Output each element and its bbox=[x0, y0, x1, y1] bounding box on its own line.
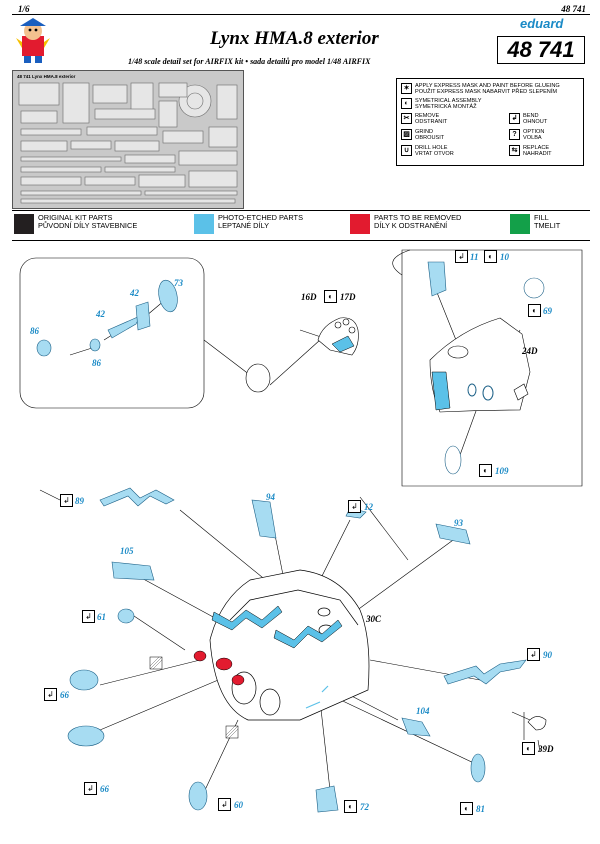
legend-text-cz: POUŽIT EXPRESS MASK NABARVIT PŘED SLEPENÍM bbox=[415, 89, 558, 96]
label-61: 61 bbox=[97, 612, 106, 622]
part-61 bbox=[118, 609, 134, 623]
label-60: 60 bbox=[234, 800, 243, 810]
legend-text-en: GRIND bbox=[415, 129, 434, 135]
label-66b: 66 bbox=[100, 784, 109, 794]
key-remove: PARTS TO BE REMOVED DÍLY K ODSTRANĚNÍ bbox=[350, 214, 461, 234]
catalog-number: 48 741 bbox=[497, 36, 585, 64]
label-94: 94 bbox=[266, 492, 275, 502]
label-69: 69 bbox=[543, 306, 552, 316]
part-86a bbox=[37, 340, 51, 356]
frame-notch bbox=[393, 250, 410, 275]
bend-icon: ↲ bbox=[82, 610, 95, 623]
symmetrical-icon: ◐ bbox=[522, 742, 535, 755]
legend-text-en: OPTION bbox=[523, 129, 545, 135]
legend-text-cz: VRTAT OTVOR bbox=[415, 151, 454, 158]
part-66a bbox=[70, 670, 98, 690]
page-number: 1/6 bbox=[18, 4, 30, 14]
bend-icon: ↲ bbox=[509, 113, 520, 124]
remove-icon: ✂ bbox=[401, 113, 412, 124]
bend-icon: ↲ bbox=[60, 494, 73, 507]
label-93: 93 bbox=[454, 518, 463, 528]
legend-text-cz: NAHRADIT bbox=[523, 151, 552, 158]
page-catalog-ref: 48 741 bbox=[561, 4, 586, 14]
bend-icon: ↲ bbox=[348, 500, 361, 513]
part-60 bbox=[189, 782, 207, 810]
legend-text-en: SYMETRICAL ASSEMBLY bbox=[415, 98, 482, 104]
bend-icon: ↲ bbox=[455, 250, 468, 263]
legend-text-en: BEND bbox=[523, 113, 539, 119]
legend-text-en: APPLY EXPRESS MASK AND PAINT BEFORE GLUEING bbox=[415, 83, 560, 89]
symmetrical-icon: ◐ bbox=[324, 290, 337, 303]
part-81 bbox=[471, 754, 485, 782]
part-86b bbox=[90, 339, 100, 351]
label-89: 89 bbox=[75, 496, 84, 506]
bend-icon: ↲ bbox=[84, 782, 97, 795]
part-89 bbox=[100, 488, 174, 506]
part-69 bbox=[524, 278, 544, 298]
part-11 bbox=[428, 262, 446, 296]
symmetrical-icon: ◐ bbox=[401, 98, 412, 109]
part-66b bbox=[68, 726, 104, 746]
kit-part-39d bbox=[528, 716, 546, 730]
option-icon: ? bbox=[509, 129, 520, 140]
bend-icon: ↲ bbox=[44, 688, 57, 701]
label-109: 109 bbox=[495, 466, 509, 476]
drill-icon: ∪ bbox=[401, 145, 412, 156]
key-photo-etched: PHOTO-ETCHED PARTS LEPTANÉ DÍLY bbox=[194, 214, 303, 234]
label-73: 73 bbox=[174, 278, 183, 288]
label-86a: 86 bbox=[30, 326, 39, 336]
bend-icon: ↲ bbox=[527, 648, 540, 661]
page-title: Lynx HMA.8 exterior bbox=[210, 28, 379, 49]
label-105: 105 bbox=[120, 546, 134, 556]
part-72 bbox=[316, 786, 338, 812]
legend-text-en: DRILL HOLE bbox=[415, 145, 448, 151]
legend-text-cz: SYMETRICKÁ MONTÁŽ bbox=[415, 104, 477, 111]
label-10: 10 bbox=[500, 252, 509, 262]
part-90 bbox=[444, 660, 526, 684]
legend-text-cz: ODSTRANIT bbox=[415, 119, 448, 126]
label-66a: 66 bbox=[60, 690, 69, 700]
symmetrical-icon: ◐ bbox=[528, 304, 541, 317]
subtitle: 1/48 scale detail set for AIRFIX kit • sada detailů pro model 1/48 AIRFIX bbox=[128, 57, 371, 66]
eduard-logo: eduard bbox=[520, 16, 564, 31]
replace-icon: ⇆ bbox=[509, 145, 520, 156]
label-39d: 39D bbox=[538, 744, 554, 754]
symmetrical-icon: ◐ bbox=[479, 464, 492, 477]
label-16d: 16D bbox=[301, 292, 317, 302]
legend-text-en: REPLACE bbox=[523, 145, 550, 151]
label-24d: 24D bbox=[522, 346, 538, 356]
symmetrical-icon: ◐ bbox=[484, 250, 497, 263]
legend-text-cz: VOLBA bbox=[523, 135, 542, 142]
part-109 bbox=[445, 446, 461, 474]
part-42a bbox=[108, 316, 140, 338]
label-30c: 30C bbox=[366, 614, 382, 624]
label-42a: 42 bbox=[96, 309, 105, 319]
star-icon: ✶ bbox=[401, 83, 412, 94]
fret-caption: 48 741 Lynx HMA.8 exterior bbox=[17, 74, 76, 79]
legend-text-cz: OBROUSIT bbox=[415, 135, 445, 142]
part-42b bbox=[136, 302, 150, 330]
symmetrical-icon: ◐ bbox=[344, 800, 357, 813]
bend-icon: ↲ bbox=[218, 798, 231, 811]
key-fill: FILL TMELIT bbox=[510, 214, 560, 234]
label-86b: 86 bbox=[92, 358, 101, 368]
label-104: 104 bbox=[416, 706, 430, 716]
label-11: 11 bbox=[470, 252, 479, 262]
remove-mark-2 bbox=[216, 658, 232, 670]
remove-mark-1 bbox=[194, 651, 206, 661]
part-94 bbox=[252, 500, 276, 538]
part-105 bbox=[112, 562, 154, 580]
label-90: 90 bbox=[543, 650, 552, 660]
part-93 bbox=[436, 524, 470, 544]
part-104 bbox=[402, 718, 430, 736]
remove-mark-3 bbox=[232, 675, 244, 685]
legend-text-en: REMOVE bbox=[415, 113, 440, 119]
symmetrical-icon: ◐ bbox=[460, 802, 473, 815]
label-81: 81 bbox=[476, 804, 485, 814]
label-72: 72 bbox=[360, 802, 369, 812]
kit-part-17d bbox=[246, 364, 270, 392]
label-12: 12 bbox=[364, 502, 373, 512]
grind-icon: ▨ bbox=[401, 129, 412, 140]
label-42b: 42 bbox=[130, 288, 139, 298]
legend-text-cz: OHNOUT bbox=[523, 119, 548, 126]
key-original: ORIGINAL KIT PARTS PŮVODNÍ DÍLY STAVEBNICE bbox=[14, 214, 137, 234]
label-17d: 17D bbox=[340, 292, 356, 302]
